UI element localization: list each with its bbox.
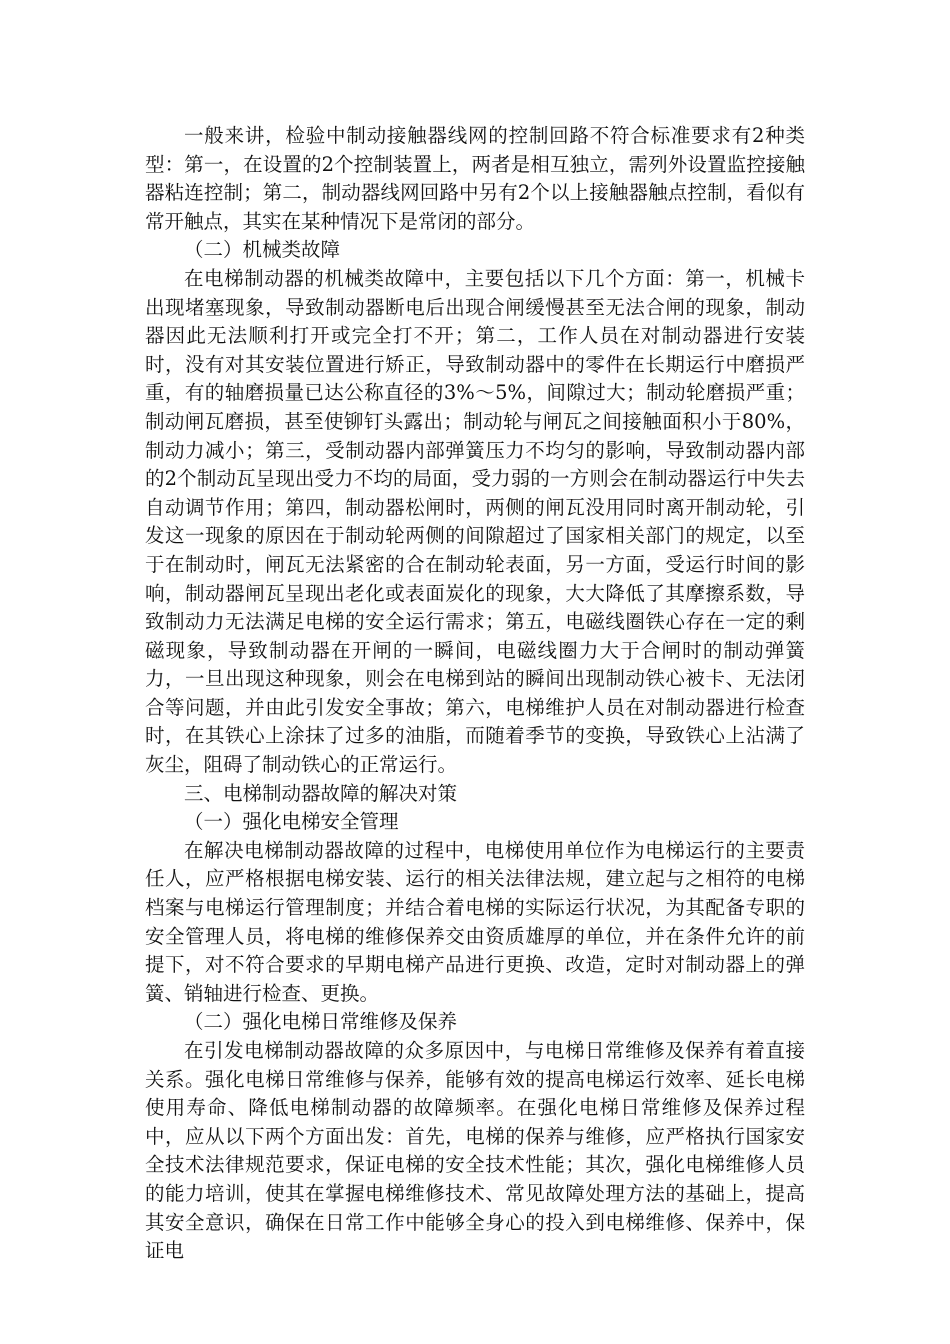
document-body — [145, 122, 805, 1266]
heading-mechanical-faults: （二）机械类故障 — [184, 238, 341, 262]
paragraph-mechanical-faults: 在电梯制动器的机械类故障中，主要包括以下几个方面：第一，机械卡出现堵塞现象，导致制动器断电后出现合闸缓慢甚至无法合闸的现象，制动器因此无法顺利打开或完全打不开；第二，工作人员在对制动器进行安装时，没有对其安装位置进行矫正，导致制动器中的零件在长期运行中磨损严重，有的轴磨损量已达公称直径的3%～5%，间隙过大；制动轮磨损严重；制动闸瓦磨损，甚至使铆钉头露出；制动轮与闸瓦之间接触面积小于80%，制动力减小；第三，受制动器内部弹簧压力不均匀的影响，导致制动器内部的2个制动瓦呈现出受力不均的局面，受力弱的一方则会在制动器运行中失去自动调节作用；第四，制动器松闸时，两侧的闸瓦没用同时离开制动轮，引发这一现象的原因在于制动轮两侧的间隙超过了国家相关部门的规定，以至于在制动时，闸瓦无法紧密的合在制动轮表面，另一方面，受运行时间的影响，制动器闸瓦呈现出老化或表面炭化的现象，大大降低了其摩擦系数，导致制动力无法满足电梯的安全运行需求；第五，电磁线圈铁心存在一定的剩磁现象，导致制动器在开闸的一瞬间，电磁线圈力大于合闸时的制动弹簧力，一旦出现这种现象，则会在电梯到站的瞬间出现制动铁心被卡、无法闭合等问题，并由此引发安全事故；第六，电梯维护人员在对制动器进行检查时，在其铁心上涂抹了过多的油脂，而随着季节的变换，导致铁心上沾满了灰尘，阻碍了制动铁心的正常运行。 — [145, 266, 805, 777]
paragraph-control-circuit: 一般来讲，检验中制动接触器线网的控制回路不符合标准要求有2种类型：第一，在设置的2个控制装置上，两者是相互独立，需列外设置监控接触器粘连控制；第二，制动器线网回路中另有2个以上接触器触点控制，看似有常开触点，其实在某种情况下是常闭的部分。 — [145, 124, 805, 233]
paragraph-safety-management: 在解决电梯制动器故障的过程中，电梯使用单位作为电梯运行的主要责任人，应严格根据电梯安装、运行的相关法律法规，建立起与之相符的电梯档案与电梯运行管理制度；并结合着电梯的实际运行状况，为其配备专职的安全管理人员，将电梯的维修保养交由资质雄厚的单位，并在条件允许的前提下，对不符合要求的早期电梯产品进行更换、改造，定时对制动器上的弹簧、销轴进行检查、更换。 — [145, 838, 805, 1005]
heading-maintenance: （二）强化电梯日常维修及保养 — [184, 1010, 458, 1034]
paragraph-maintenance: 在引发电梯制动器故障的众多原因中，与电梯日常维修及保养有着直接关系。强化电梯日常维修与保养，能够有效的提高电梯运行效率、延长电梯使用寿命、降低电梯制动器的故障频率。在强化电梯日常维修及保养过程中，应从以下两个方面出发：首先，电梯的保养与维修，应严格执行国家安全技术法律规范要求，保证电梯的安全技术性能；其次，强化电梯维修人员的能力培训，使其在掌握电梯维修技术、常见故障处理方法的基础上，提高其安全意识，确保在日常工作中能够全身心的投入到电梯维修、保养中，保证电 — [145, 1039, 805, 1263]
heading-solutions: 三、电梯制动器故障的解决对策 — [184, 781, 458, 805]
heading-safety-management: （一）强化电梯安全管理 — [184, 810, 399, 834]
